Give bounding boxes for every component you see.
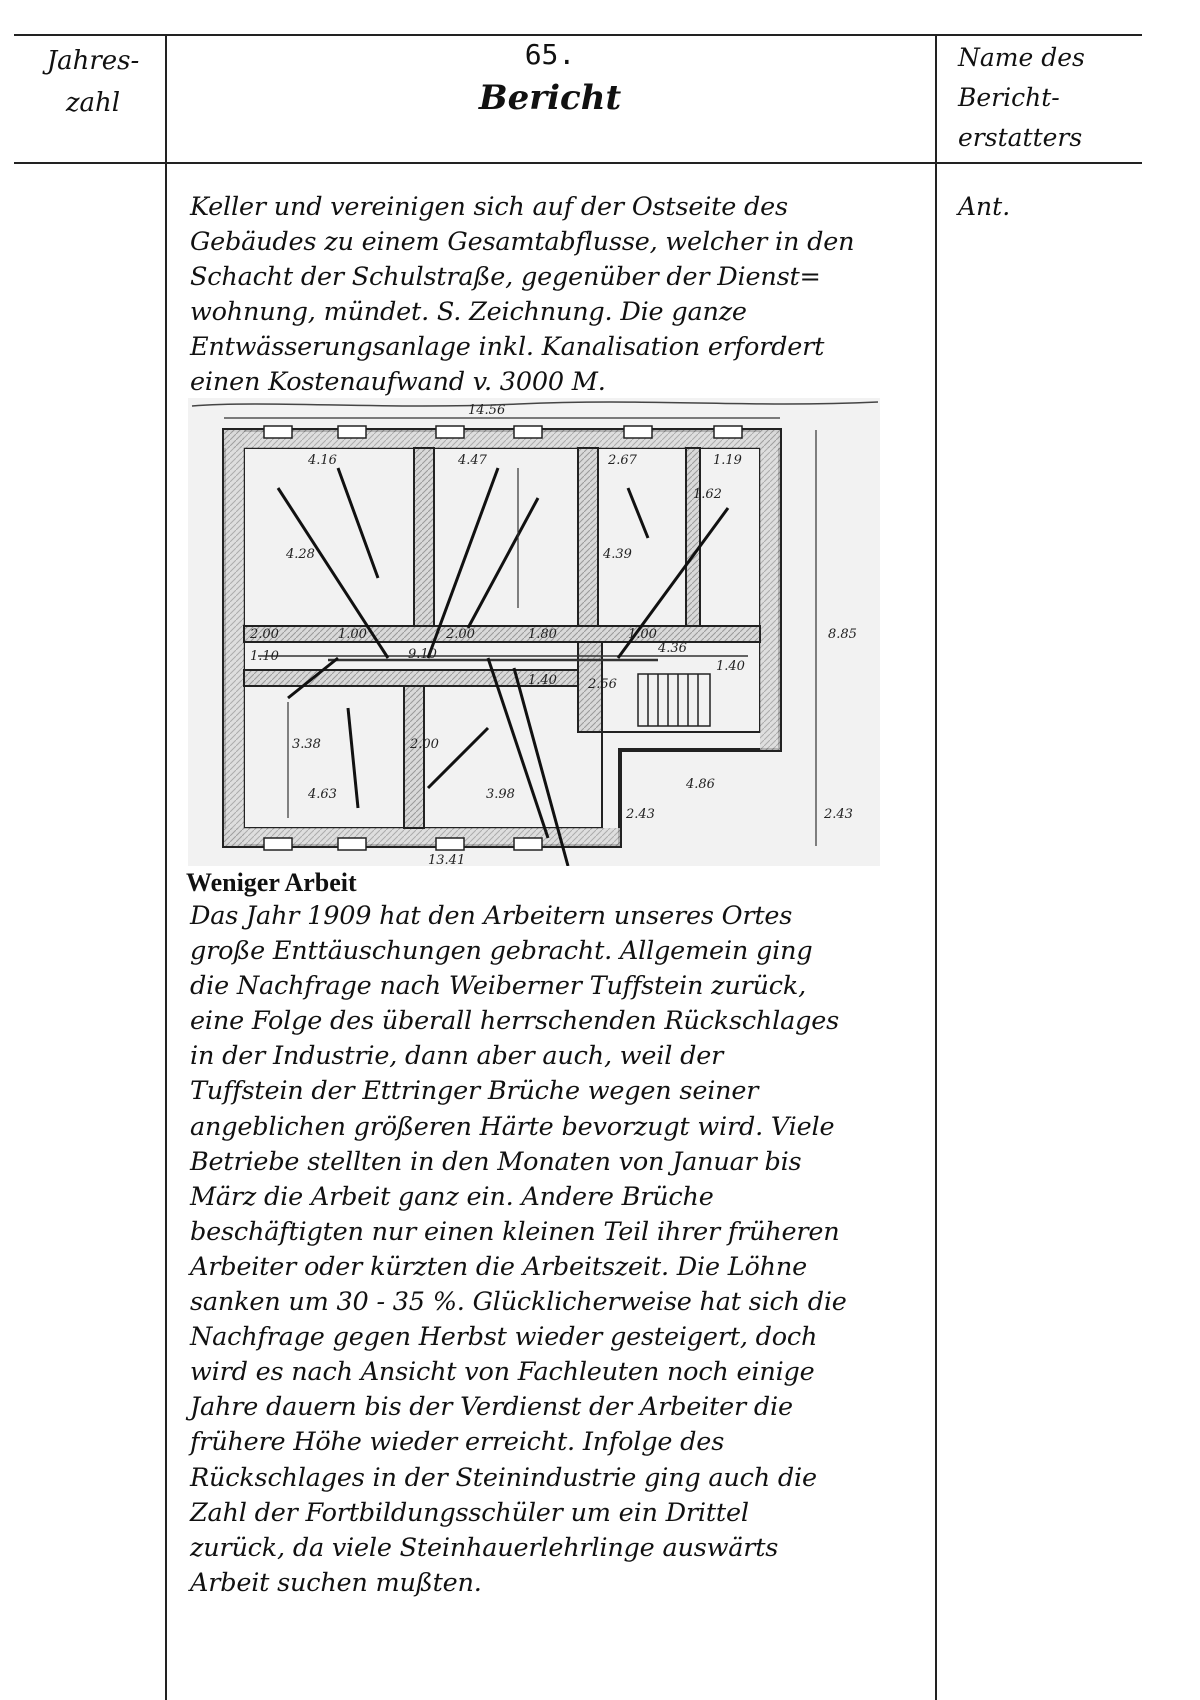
dim-label: 3.38 xyxy=(292,737,321,752)
dim-label: 2.43 xyxy=(626,807,655,822)
header-rule xyxy=(14,162,1142,164)
dim-label: 1.10 xyxy=(250,649,279,664)
intro-paragraph: Keller und vereinigen sich auf der Ostseite des Gebäudes zu einem Gesamtabflusse, welcher in den Schacht der Schulstraße, gegenüber der Dienst= wohnung, mündet. S. Zeichnung. Die ganze Entwässerungsanlage inkl. Kanalisation erfordert einen Kostenaufwand v. 3000 M. xyxy=(190,192,855,397)
dim-label: 1.62 xyxy=(693,487,722,502)
dim-label: 4.28 xyxy=(286,547,315,562)
dim-label: 4.39 xyxy=(603,547,632,562)
reporter-column-header: Name des Bericht- erstatters xyxy=(958,43,1085,152)
dim-label: 8.85 xyxy=(828,627,857,642)
floor-plan-drawing xyxy=(188,398,880,866)
report-number: 65. xyxy=(524,38,576,71)
dim-label: 2.67 xyxy=(608,453,637,468)
dim-label: 2.00 xyxy=(250,627,279,642)
dim-label: 2.56 xyxy=(588,677,617,692)
dim-label: 1.80 xyxy=(528,627,557,642)
dim-label: 3.98 xyxy=(486,787,515,802)
report-title: Bericht xyxy=(478,78,622,118)
dim-label: 2.00 xyxy=(446,627,475,642)
dim-label: 14.56 xyxy=(468,403,506,418)
dim-label: 2.43 xyxy=(824,807,853,822)
dim-label: 1.40 xyxy=(528,673,557,688)
dim-label: 4.63 xyxy=(308,787,337,802)
dim-label: 4.36 xyxy=(658,641,687,656)
dim-label: 4.86 xyxy=(686,777,715,792)
dim-label: 1.00 xyxy=(628,627,657,642)
dim-label: 4.47 xyxy=(458,453,487,468)
reporter-name: Ant. xyxy=(958,192,1011,221)
dim-label: 1.40 xyxy=(716,659,745,674)
dim-label: 4.16 xyxy=(308,453,337,468)
left-column-rule xyxy=(165,34,167,1700)
dim-label: 13.41 xyxy=(428,853,466,866)
right-column-rule xyxy=(935,34,937,1700)
year-column-header: Jahres- zahl xyxy=(46,46,140,118)
dim-label: 1.19 xyxy=(713,453,742,468)
dim-label: 2.00 xyxy=(410,737,439,752)
body-paragraph: Das Jahr 1909 hat den Arbeitern unseres Ortes große Enttäuschungen gebracht. Allgemein ging die Nachfrage nach Weiberner Tuffstein zurück, eine Folge des überall herrschenden Rückschlages in der Industrie, dann aber auch, weil der Tuffstein der Ettringer Brüche wegen seiner angeblichen größeren Härte bevorzugt wird. Viele Betriebe stellten in den Monaten von Januar bis März die Arbeit ganz ein. Andere Brüche beschäftigten nur einen kleinen Teil ihrer früheren Arbeiter oder kürzten die Arbeitszeit. Die Löhne sanken um 30 - 35 %. Glücklicherweise hat sich die Nachfrage gegen Herbst wieder gesteigert, doch wird es nach Ansicht von Fachleuten noch einige Jahre dauern bis der Verdienst der Arbeiter die frühere Höhe wieder erreicht. Infolge des Rückschlages in der Steinindustrie ging auch die Zahl der Fortbildungsschüler um ein Drittel zurück, da viele Steinhauerlehrlinge auswärts Arbeit suchen mußten. xyxy=(190,901,847,1598)
dim-label: 9.10 xyxy=(408,647,437,662)
top-rule xyxy=(14,34,1142,36)
section-heading: Weniger Arbeit xyxy=(186,868,357,897)
dim-label: 1.00 xyxy=(338,627,367,642)
